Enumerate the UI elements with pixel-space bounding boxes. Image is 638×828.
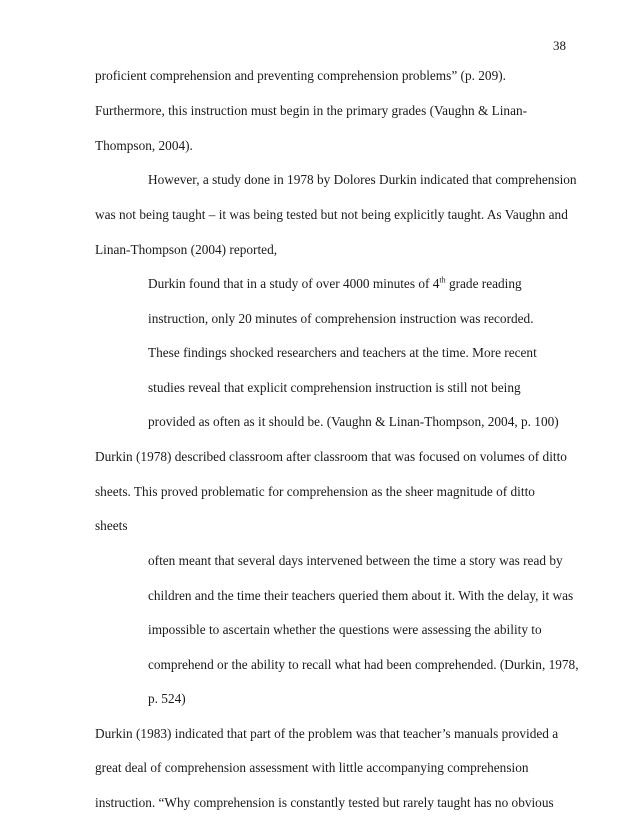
body-line: Furthermore, this instruction must begin in the primary grades (Vaughn & Linan-	[95, 103, 528, 118]
body-line: Durkin (1978) described classroom after classroom that was focused on volumes of ditto	[95, 449, 567, 464]
page-number: 38	[553, 38, 566, 53]
block-quote-line: p. 524)	[148, 691, 186, 706]
body-line: sheets. This proved problematic for comprehension as the sheer magnitude of ditto	[95, 484, 535, 499]
body-line: great deal of comprehension assessment with little accompanying comprehension	[95, 760, 529, 775]
body-line: Thompson, 2004).	[95, 138, 193, 153]
body-line: Durkin (1983) indicated that part of the problem was that teacher’s manuals provided a	[95, 726, 559, 741]
block-quote-line: often meant that several days intervened between the time a story was read by	[148, 553, 563, 568]
ordinal-superscript: th	[439, 275, 446, 285]
body-line: was not being taught – it was being tested but not being explicitly taught. As Vaughn and	[95, 207, 568, 222]
block-quote-line: children and the time their teachers queried them about it. With the delay, it was	[148, 588, 574, 603]
block-quote-line: studies reveal that explicit comprehension instruction is still not being	[148, 380, 521, 395]
body-line-indented: However, a study done in 1978 by Dolores Durkin indicated that comprehension	[148, 172, 577, 187]
body-line: Linan-Thompson (2004) reported,	[95, 242, 278, 257]
block-quote-line	[148, 276, 522, 292]
block-quote-line: These findings shocked researchers and teachers at the time. More recent	[148, 345, 537, 360]
body-line: sheets	[95, 518, 128, 533]
block-quote-line: impossible to ascertain whether the questions were assessing the ability to	[148, 622, 542, 637]
block-quote-line: comprehend or the ability to recall what had been comprehended. (Durkin, 1978,	[148, 657, 579, 672]
quote-text: grade reading	[445, 276, 522, 291]
block-quote-line: provided as often as it should be. (Vaughn & Linan-Thompson, 2004, p. 100)	[148, 414, 559, 429]
quote-text: Durkin found that in a study of over 4000 minutes of 4	[148, 276, 440, 291]
block-quote-line: instruction, only 20 minutes of comprehension instruction was recorded.	[148, 311, 534, 326]
body-line: proficient comprehension and preventing comprehension problems” (p. 209).	[95, 68, 506, 83]
body-line: instruction. “Why comprehension is constantly tested but rarely taught has no obvious	[95, 795, 554, 810]
